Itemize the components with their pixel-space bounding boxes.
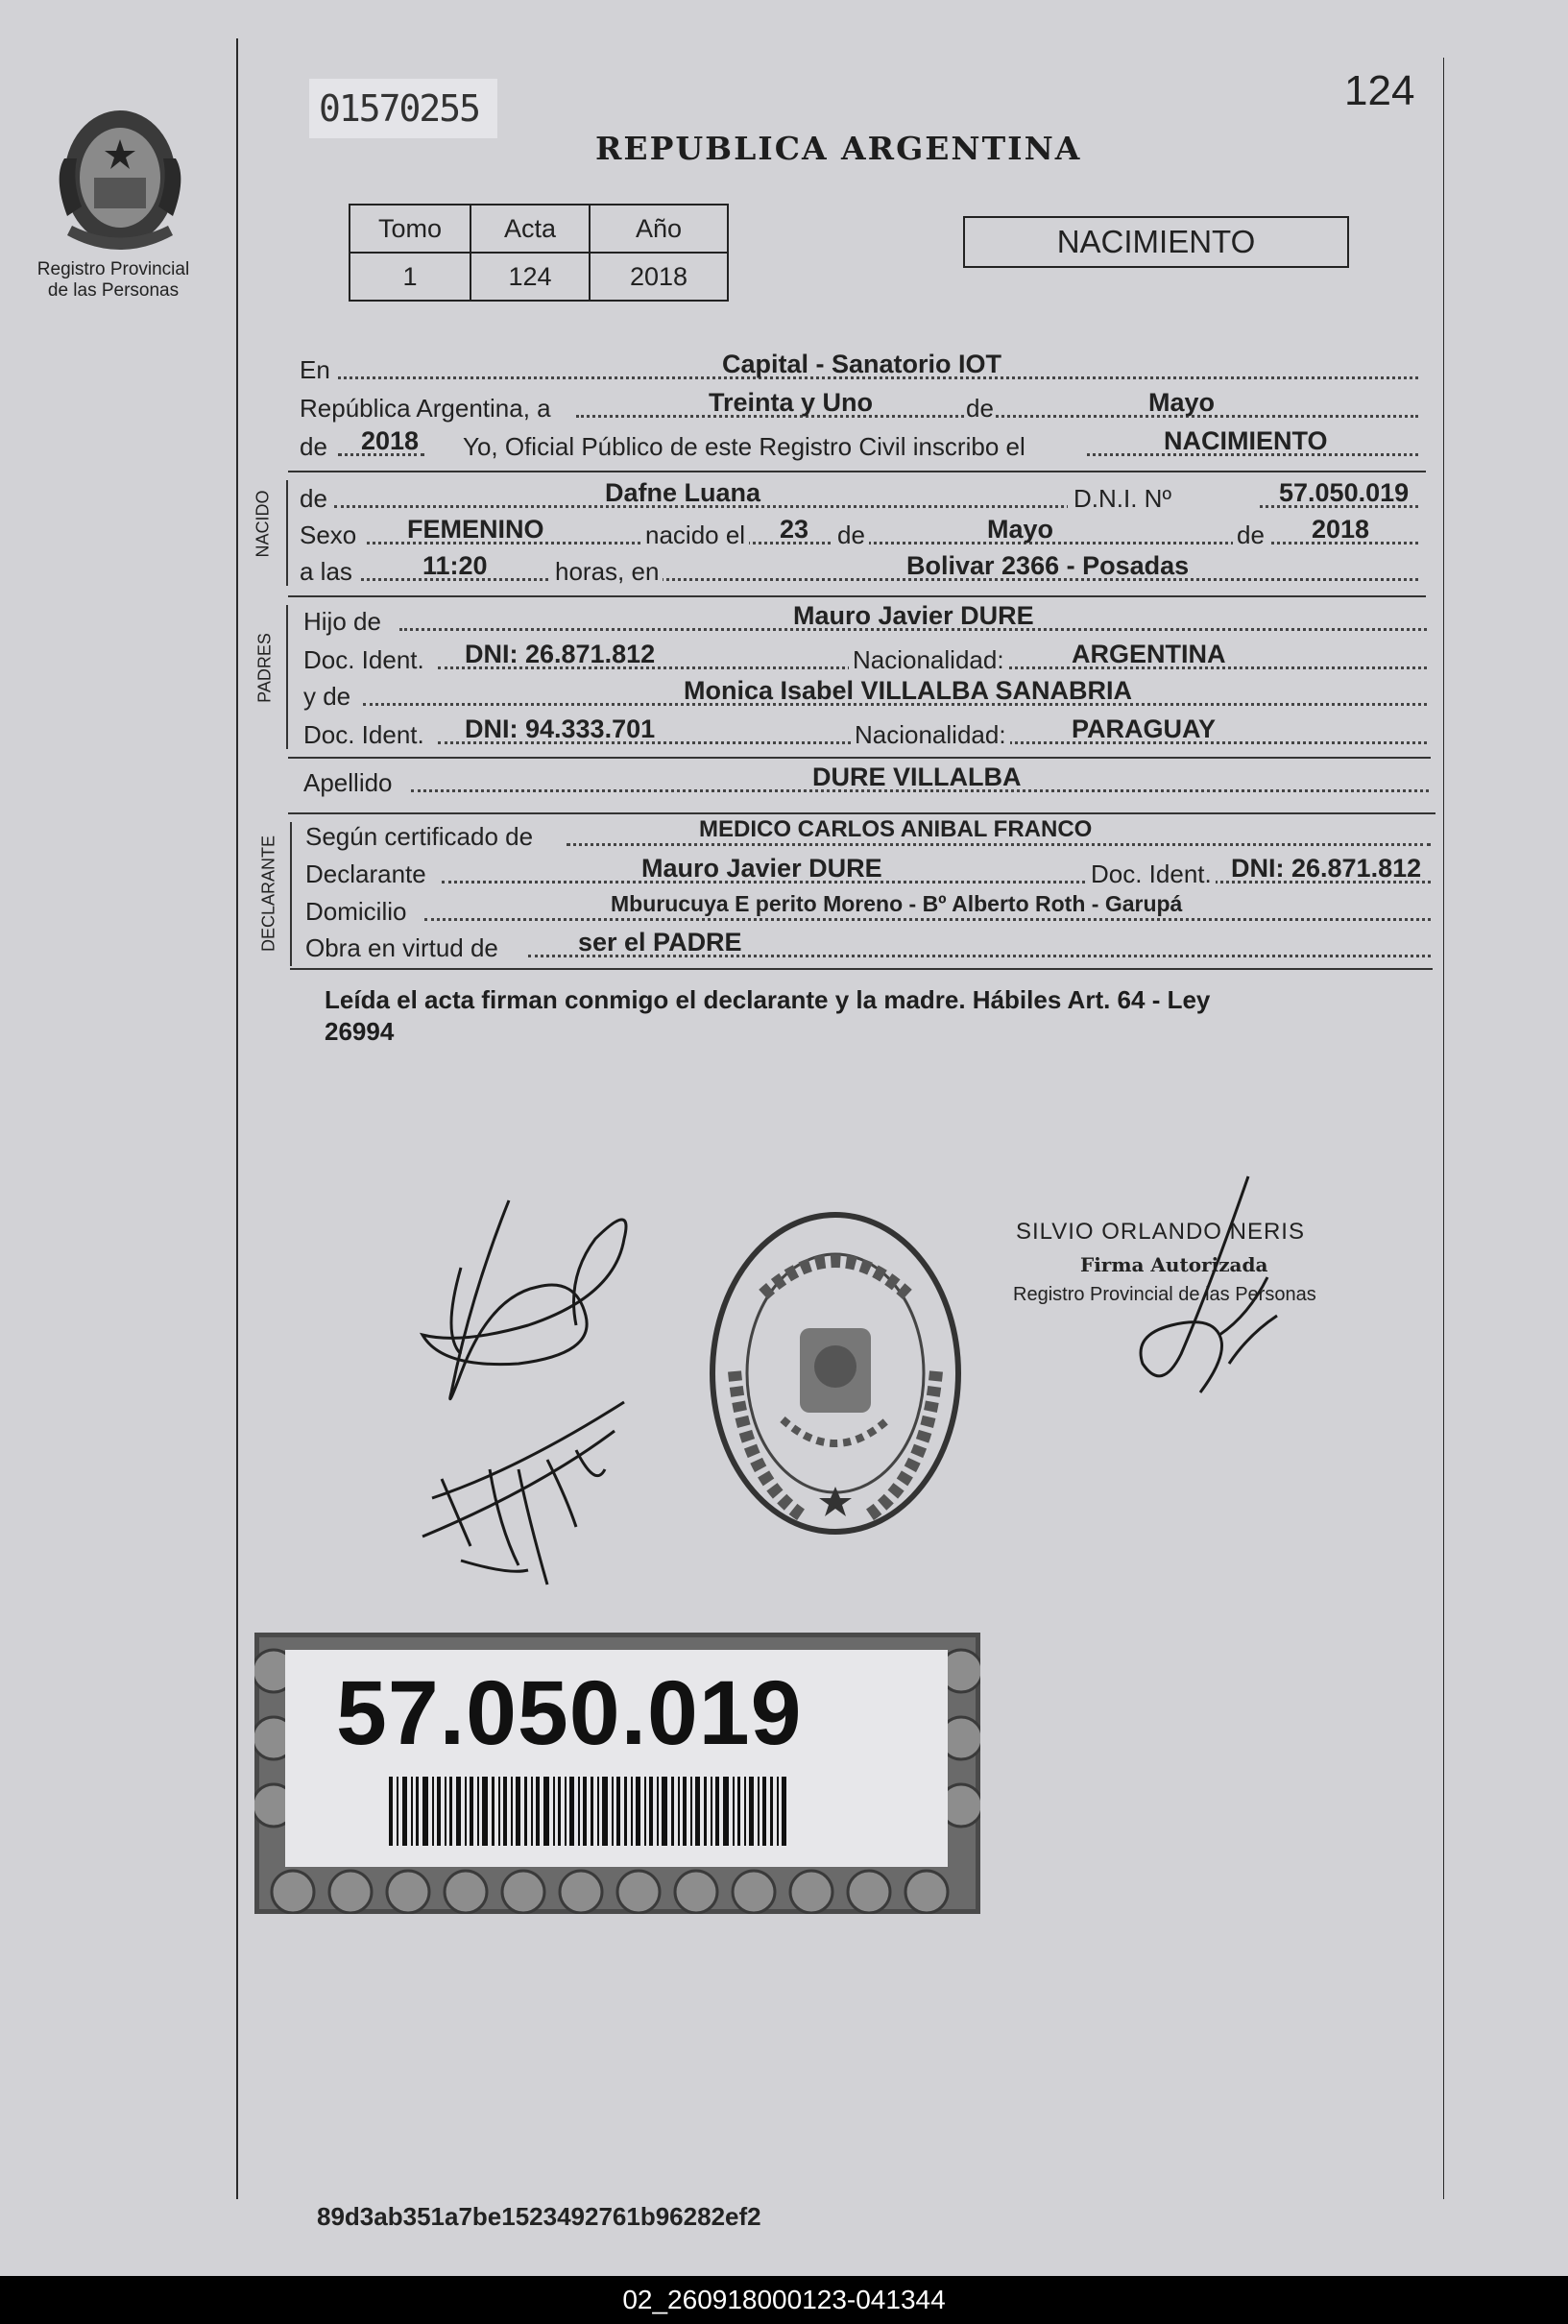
dotted-line (361, 578, 1418, 581)
father-nat-value: ARGENTINA (1072, 640, 1226, 668)
father-doc-value: DNI: 26.871.812 (465, 640, 656, 668)
decl-row-address (305, 891, 1434, 932)
mother-value: Monica Isabel VILLALBA SANABRIA (684, 676, 1133, 705)
section-separator (288, 812, 1435, 814)
official-name: SILVIO ORLANDO NERIS (1016, 1219, 1305, 1245)
nacido-el-label: nacido el (641, 520, 749, 550)
a-las-label: a las (300, 557, 352, 586)
section-label-nacido: NACIDO (253, 490, 273, 558)
dotted-line (567, 843, 1431, 846)
section-bracket (286, 480, 288, 586)
table-header-tomo: Tomo (350, 205, 470, 253)
section-separator (290, 968, 1433, 970)
registry-stamp (706, 1208, 965, 1539)
hijo-label: Hijo de (303, 607, 381, 636)
apellido-value: DURE VILLALBA (812, 763, 1022, 791)
birth-place-value: Bolivar 2366 - Posadas (906, 551, 1190, 580)
record-table (349, 204, 729, 302)
event-value: NACIMIENTO (1164, 426, 1328, 455)
right-margin-line (1443, 58, 1444, 2199)
doc-label: Doc. Ident. (303, 645, 424, 674)
padres-row-mother-doc (303, 714, 1427, 755)
declarante-label: Declarante (305, 859, 426, 888)
serial-number: 01570255 (309, 79, 497, 138)
apellido-label: Apellido (303, 768, 393, 797)
decl-row-name (305, 854, 1434, 894)
section-bracket (290, 822, 292, 966)
nacido-row-name (300, 478, 1423, 519)
footer-label: 02_260918000123-041344 (0, 2276, 1568, 2324)
dni-value: 57.050.019 (1279, 478, 1410, 507)
section-label-declarante: DECLARANTE (258, 835, 278, 953)
padres-row-father-doc (303, 640, 1427, 680)
horas-label: horas, en (551, 557, 663, 587)
intro-row-date (300, 388, 1423, 428)
official-signature (1104, 1172, 1296, 1402)
nacionalidad-label: Nacionalidad: (849, 645, 1008, 675)
reason-value: ser el PADRE (578, 928, 742, 956)
section-separator (288, 595, 1426, 597)
de-label: de (300, 484, 327, 513)
de-label: de (833, 520, 869, 550)
time-value: 11:20 (422, 551, 488, 580)
misiones-emblem (48, 101, 192, 259)
padres-row-mother (303, 676, 1427, 716)
doc-label: Doc. Ident. (303, 720, 424, 749)
day-value: Treinta y Uno (709, 388, 874, 417)
registry-label (17, 259, 209, 302)
officer-text: Yo, Oficial Público de este Registro Civil inscribo el (463, 432, 1025, 461)
dni-plate-number: 57.050.019 (336, 1662, 803, 1764)
table-header-ano: Año (590, 205, 728, 253)
table-value-ano: 2018 (590, 253, 728, 301)
official-title: Firma Autorizada (1080, 1253, 1268, 1276)
intro-row-place (300, 350, 1423, 390)
address-value: Mburucuya E perito Moreno - Bº Alberto Roth - Garupá (611, 891, 1183, 916)
apellido-row (303, 763, 1433, 803)
official-org: Registro Provincial de las Personas (1013, 1284, 1316, 1305)
dotted-line (576, 415, 1418, 418)
act-type-box: NACIMIENTO (963, 216, 1349, 268)
obra-label: Obra en virtud de (305, 933, 498, 962)
de-label: de (966, 394, 994, 423)
year-value: 2018 (361, 426, 420, 455)
left-margin-line (236, 38, 238, 2199)
mother-doc-value: DNI: 94.333.701 (465, 714, 656, 743)
name-value: Dafne Luana (605, 478, 761, 507)
decl-row-cert (305, 816, 1434, 857)
notice-line-1: Leída el acta firman conmigo el declarante y la madre. Hábiles Art. 64 - Ley (325, 985, 1211, 1014)
de-label: de (1233, 520, 1268, 550)
father-value: Mauro Javier DURE (793, 601, 1034, 630)
decl-row-reason (305, 928, 1434, 968)
registry-label-line2: de las Personas (47, 280, 180, 301)
doc-label: Doc. Ident. (1087, 859, 1216, 889)
birth-day-value: 23 (780, 515, 809, 544)
section-label-padres: PADRES (254, 633, 275, 703)
declarante-doc-value: DNI: 26.871.812 (1231, 854, 1422, 883)
table-header-acta: Acta (470, 205, 590, 253)
section-separator (288, 757, 1431, 759)
sexo-label: Sexo (300, 520, 357, 549)
en-label: En (300, 355, 330, 384)
yde-label: y de (303, 682, 351, 711)
reading-notice (325, 984, 1410, 1048)
cert-label: Según certificado de (305, 822, 534, 851)
nacido-row-time (300, 551, 1423, 592)
table-value-acta: 124 (470, 253, 590, 301)
page-number: 124 (1344, 67, 1415, 114)
section-bracket (286, 605, 288, 749)
declarante-value: Mauro Javier DURE (641, 854, 882, 883)
nacionalidad-label: Nacionalidad: (851, 720, 1010, 750)
declarant-signature (403, 1181, 653, 1604)
birth-month-value: Mayo (987, 515, 1054, 544)
dni-label: D.N.I. Nº (1068, 484, 1171, 514)
certificate-value: MEDICO CARLOS ANIBAL FRANCO (699, 816, 1093, 842)
birth-year-value: 2018 (1312, 515, 1370, 544)
republic-label: República Argentina, a (300, 394, 551, 423)
de-label: de (300, 432, 327, 461)
section-separator (288, 471, 1426, 472)
place-value: Capital - Sanatorio IOT (722, 350, 1002, 378)
sexo-value: FEMENINO (407, 515, 544, 544)
month-value: Mayo (1148, 388, 1216, 417)
intro-row-officer (300, 426, 1423, 467)
document-hash: 89d3ab351a7be1523492761b96282ef2 (317, 2202, 761, 2231)
mother-nat-value: PARAGUAY (1072, 714, 1217, 743)
padres-row-father (303, 601, 1427, 642)
notice-line-2: 26994 (325, 1017, 395, 1046)
table-value-tomo: 1 (350, 253, 470, 301)
registry-label-line1: Registro Provincial (36, 259, 190, 279)
nacido-row-sex (300, 515, 1423, 555)
domicilio-label: Domicilio (305, 897, 407, 926)
country-title: REPUBLICA ARGENTINA (595, 130, 1082, 167)
dotted-line (424, 918, 1431, 921)
